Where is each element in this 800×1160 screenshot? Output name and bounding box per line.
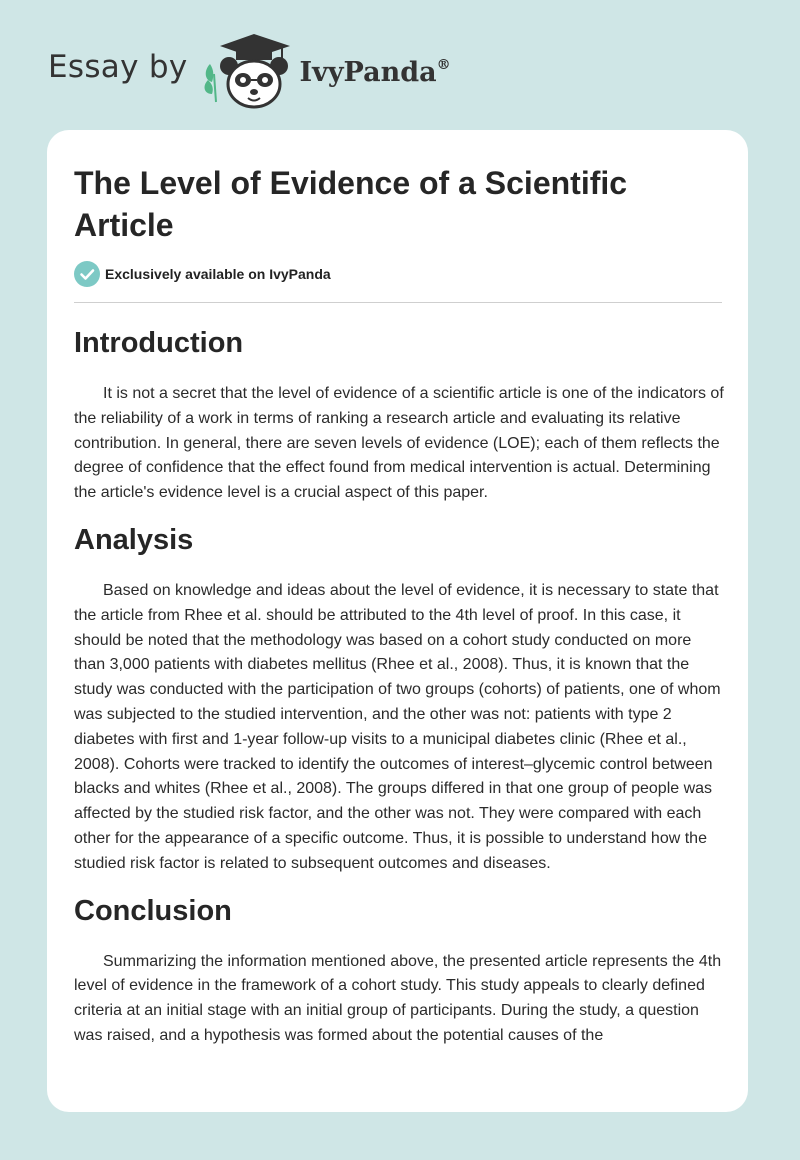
analysis-paragraph: Based on knowledge and ideas about the level of evidence, it is necessary to state that the article from Rhee et al. should be attributed to the 4th level of proof. In this case, it should be noted that the methodology was based on a cohort study conducted on more than 3,000 patients with diabetes mellitus (Rhee et al., 2008). Thus, it is known that the study was conducted with the participation of two groups (cohorts) of patients, one of whom was subjected to the studied intervention, and the other was not: patients with type 2 diabetes with first and 1-year follow-up visits to a municipal diabetes clinic (Rhee et al., 2008). Cohorts were tracked to identify the outcomes of interest–glycemic control between blacks and whites (Rhee et al., 2008). The groups differed in that one group of people was affected by the studied risk factor, and the other was not. They were compared with each other for the appearance of a specific outcome. Thus, it is possible to understand how the studied risk factor is related to subsequent outcomes and diseases. [74, 581, 721, 872]
exclusive-badge-label: Exclusively available on IvyPanda [105, 266, 331, 282]
brand-name[interactable]: IvyPanda® [299, 56, 451, 88]
divider [74, 302, 722, 303]
introduction-heading: Introduction [74, 327, 244, 359]
article-card [47, 130, 748, 1112]
introduction-paragraph: It is not a secret that the level of evidence of a scientific article is one of the indicators of the reliability of a work in terms of ranking a research article and evaluating its relative contribution. In general, there are seven levels of evidence (LOE); each of them reflects the degree of confidence that the effect found from medical intervention is actual. Determining the article's evidence level is a crucial aspect of this paper. [74, 385, 724, 502]
page-title: The Level of Evidence of a Scientific Article [74, 165, 628, 243]
check-circle-icon [74, 261, 100, 287]
analysis-heading: Analysis [74, 523, 194, 556]
conclusion-heading: Conclusion [74, 894, 232, 927]
exclusive-badge [74, 260, 721, 288]
panda-logo-icon [202, 30, 294, 110]
registered-mark: ® [436, 56, 451, 73]
essay-by-label: Essay by [48, 49, 188, 85]
conclusion-paragraph: Summarizing the information mentioned above, the presented article represents the 4th level of evidence in the framework of a cohort study. This study appeals to clearly defined criteria at an initial stage with an initial group of participants. During the study, a question was raised, and a hypothesis was formed about the potential causes of the [74, 952, 722, 1044]
site-header [48, 30, 451, 110]
